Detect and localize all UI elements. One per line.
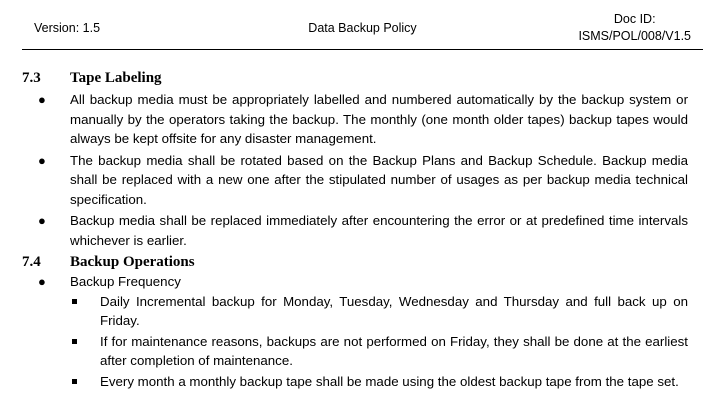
- list-item-text: Backup media shall be replaced immediately after encountering the error or at predefined time intervals whichever is earlier.: [70, 213, 688, 248]
- version-label: Version: 1.5: [34, 21, 101, 35]
- list-item: [38, 151, 688, 210]
- section-title: Tape Labeling: [70, 70, 162, 86]
- section-number: 7.3: [22, 70, 41, 86]
- section-heading-7-4: [22, 253, 195, 271]
- tape-labeling-list: [38, 90, 688, 252]
- sub-list-item-text: Daily Incremental backup for Monday, Tuesday, Wednesday and Thursday and full back up on Friday.: [100, 294, 688, 328]
- list-item-text: The backup media shall be rotated based on the Backup Plans and Backup Schedule. Backup media shall be replaced with a new one after the stipulated number of usages as per backup media technical specification.: [70, 152, 688, 207]
- backup-frequency-list: [70, 292, 688, 393]
- section-title: Backup Operations: [70, 254, 195, 270]
- sub-list-item: [70, 292, 688, 330]
- square-bullet-icon: [72, 379, 77, 384]
- sub-list-item: [70, 372, 688, 391]
- list-item: [38, 211, 688, 250]
- sub-list-item-text: Every month a monthly backup tape shall be made using the oldest backup tape from the tape set.: [100, 374, 679, 389]
- list-item: [38, 90, 688, 149]
- bullet-icon: ●: [38, 152, 46, 168]
- section-heading-7-3: [22, 69, 162, 87]
- doc-id-label: Doc ID:: [613, 12, 656, 26]
- doc-id: [578, 11, 691, 45]
- square-bullet-icon: [72, 339, 77, 344]
- sub-list-item: [70, 332, 688, 370]
- backup-operations-list: [38, 272, 688, 294]
- list-item-text: Backup Frequency: [70, 274, 181, 289]
- page-header: [22, 0, 703, 50]
- sub-list-item-text: If for maintenance reasons, backups are not performed on Friday, they shall be done at the earliest after completion of maintenance.: [100, 334, 688, 368]
- doc-id-value: ISMS/POL/008/V1.5: [578, 29, 691, 43]
- bullet-icon: ●: [38, 213, 46, 228]
- list-item: [38, 272, 688, 292]
- bullet-icon: ●: [38, 92, 46, 107]
- list-item-text: All backup media must be appropriately labelled and numbered automatically by the backup system or manually by the operators taking the backup. The monthly (one month older tapes) backup tapes would always be kept offsite for any disaster management.: [70, 92, 688, 146]
- section-number: 7.4: [22, 254, 41, 270]
- document-title: Data Backup Policy: [308, 21, 417, 35]
- square-bullet-icon: [72, 299, 77, 304]
- bullet-icon: ●: [38, 274, 46, 289]
